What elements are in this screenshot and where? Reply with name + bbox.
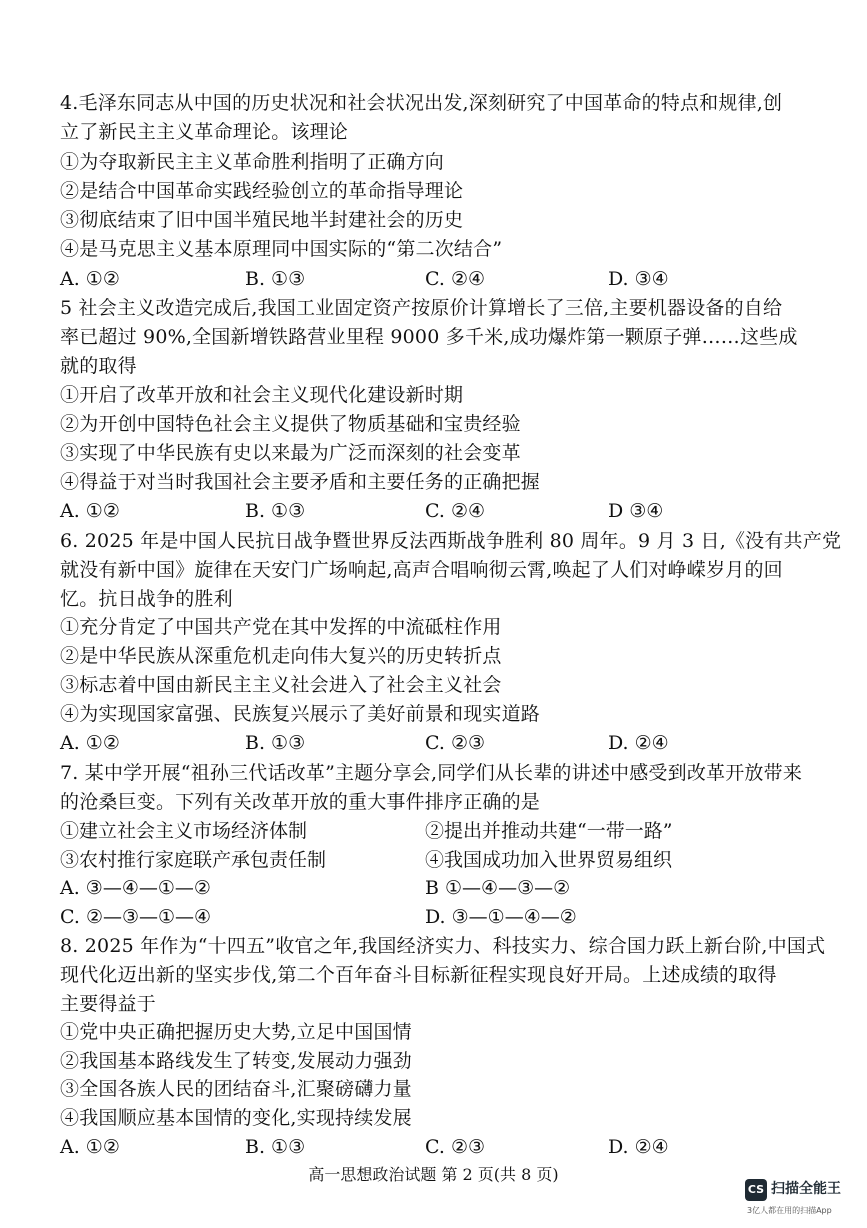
scanner-tagline: 3亿人都在用的扫描App [747, 1206, 832, 1215]
q5-choice-c: C. ②④ [425, 500, 486, 522]
q5-choice-a: A. ①② [60, 500, 120, 522]
q6-stem-line-1: 6. 2025 年是中国人民抗日战争暨世界反法西斯战争胜利 80 周年。9 月 3 日,《没有共产党 [60, 530, 842, 552]
q4-option-4: ④是马克思主义基本原理同中国实际的“第二次结合” [60, 238, 503, 260]
q7-option-3: ③农村推行家庭联产承包责任制 [60, 849, 327, 871]
q4-stem-line-1: 4.毛泽东同志从中国的历史状况和社会状况出发,深刻研究了中国革命的特点和规律,创 [60, 92, 783, 114]
q5-choice-b: B. ①③ [245, 500, 306, 522]
q6-choice-d: D. ②④ [608, 732, 669, 754]
q6-option-3: ③标志着中国由新民主主义社会进入了社会主义社会 [60, 674, 502, 696]
q8-option-3: ③全国各族人民的团结奋斗,汇聚磅礴力量 [60, 1078, 412, 1100]
q6-option-4: ④为实现国家富强、民族复兴展示了美好前景和现实道路 [60, 703, 541, 725]
q8-stem-line-1: 8. 2025 年作为“十四五”收官之年,我国经济实力、科技实力、综合国力跃上新台阶,中国式 [60, 935, 826, 957]
q7-stem-line-2: 的沧桑巨变。下列有关改革开放的重大事件排序正确的是 [60, 791, 541, 813]
q5-stem-line-3: 就的取得 [60, 355, 137, 377]
q4-choice-d: D. ③④ [608, 268, 669, 290]
q6-stem-line-3: 忆。抗日战争的胜利 [60, 588, 233, 610]
q4-choice-c: C. ②④ [425, 268, 486, 290]
q8-option-2: ②我国基本路线发生了转变,发展动力强劲 [60, 1050, 412, 1072]
q7-option-1: ①建立社会主义市场经济体制 [60, 820, 308, 842]
q7-option-4: ④我国成功加入世界贸易组织 [425, 849, 673, 871]
q6-choice-c: C. ②③ [425, 732, 486, 754]
scanner-app-name: 扫描全能王 [771, 1181, 841, 1197]
q5-option-2: ②为开创中国特色社会主义提供了物质基础和宝贵经验 [60, 413, 521, 435]
q5-option-1: ①开启了改革开放和社会主义现代化建设新时期 [60, 384, 464, 406]
q5-option-4: ④得益于对当时我国社会主要矛盾和主要任务的正确把握 [60, 471, 541, 493]
q4-option-2: ②是结合中国革命实践经验创立的革命指导理论 [60, 180, 464, 202]
q8-option-1: ①党中央正确把握历史大势,立足中国国情 [60, 1021, 412, 1043]
q8-option-4: ④我国顺应基本国情的变化,实现持续发展 [60, 1107, 412, 1129]
q4-choice-a: A. ①② [60, 268, 120, 290]
q6-stem-line-2: 就没有新中国》旋律在天安门广场响起,高声合唱响彻云霄,唤起了人们对峥嵘岁月的回 [60, 559, 783, 581]
q5-option-3: ③实现了中华民族有史以来最为广泛而深刻的社会变革 [60, 442, 521, 464]
q7-choice-b: B ①—④—③—② [425, 877, 571, 899]
q8-stem-line-2: 现代化迈出新的坚实步伐,第二个百年奋斗目标新征程实现良好开局。上述成绩的取得 [60, 964, 777, 986]
q6-option-2: ②是中华民族从深重危机走向伟大复兴的历史转折点 [60, 645, 502, 667]
q8-stem-line-3: 主要得益于 [60, 993, 157, 1015]
q5-choice-d: D ③④ [608, 500, 664, 522]
q6-option-1: ①充分肯定了中国共产党在其中发挥的中流砥柱作用 [60, 616, 502, 638]
q4-stem-line-2: 立了新民主主义革命理论。该理论 [60, 121, 349, 143]
q7-choice-c: C. ②—③—①—④ [60, 906, 212, 928]
q7-choice-a: A. ③—④—①—② [60, 877, 211, 899]
q7-option-2: ②提出并推动共建“一带一路” [425, 820, 673, 842]
q7-choice-d: D. ③—①—④—② [425, 906, 577, 928]
q8-choice-b: B. ①③ [245, 1136, 306, 1158]
q8-choice-c: C. ②③ [425, 1136, 486, 1158]
q6-choice-b: B. ①③ [245, 732, 306, 754]
scanner-watermark [745, 1176, 857, 1220]
q8-choice-d: D. ②④ [608, 1136, 669, 1158]
q4-option-1: ①为夺取新民主主义革命胜利指明了正确方向 [60, 151, 445, 173]
q4-option-3: ③彻底结束了旧中国半殖民地半封建社会的历史 [60, 209, 464, 231]
q4-choice-b: B. ①③ [245, 268, 306, 290]
scanner-logo-icon: CS [745, 1179, 767, 1201]
q6-choice-a: A. ①② [60, 732, 120, 754]
q7-stem-line-1: 7. 某中学开展“祖孙三代话改革”主题分享会,同学们从长辈的讲述中感受到改革开放带来 [60, 762, 803, 784]
q5-stem-line-2: 率已超过 90%,全国新增铁路营业里程 9000 多千米,成功爆炸第一颗原子弹……这些成 [60, 326, 798, 348]
page-footer: 高一思想政治试题 第 2 页(共 8 页) [308, 1165, 559, 1184]
q5-stem-line-1: 5 社会主义改造完成后,我国工业固定资产按原价计算增长了三倍,主要机器设备的自给 [60, 297, 783, 319]
q8-choice-a: A. ①② [60, 1136, 120, 1158]
